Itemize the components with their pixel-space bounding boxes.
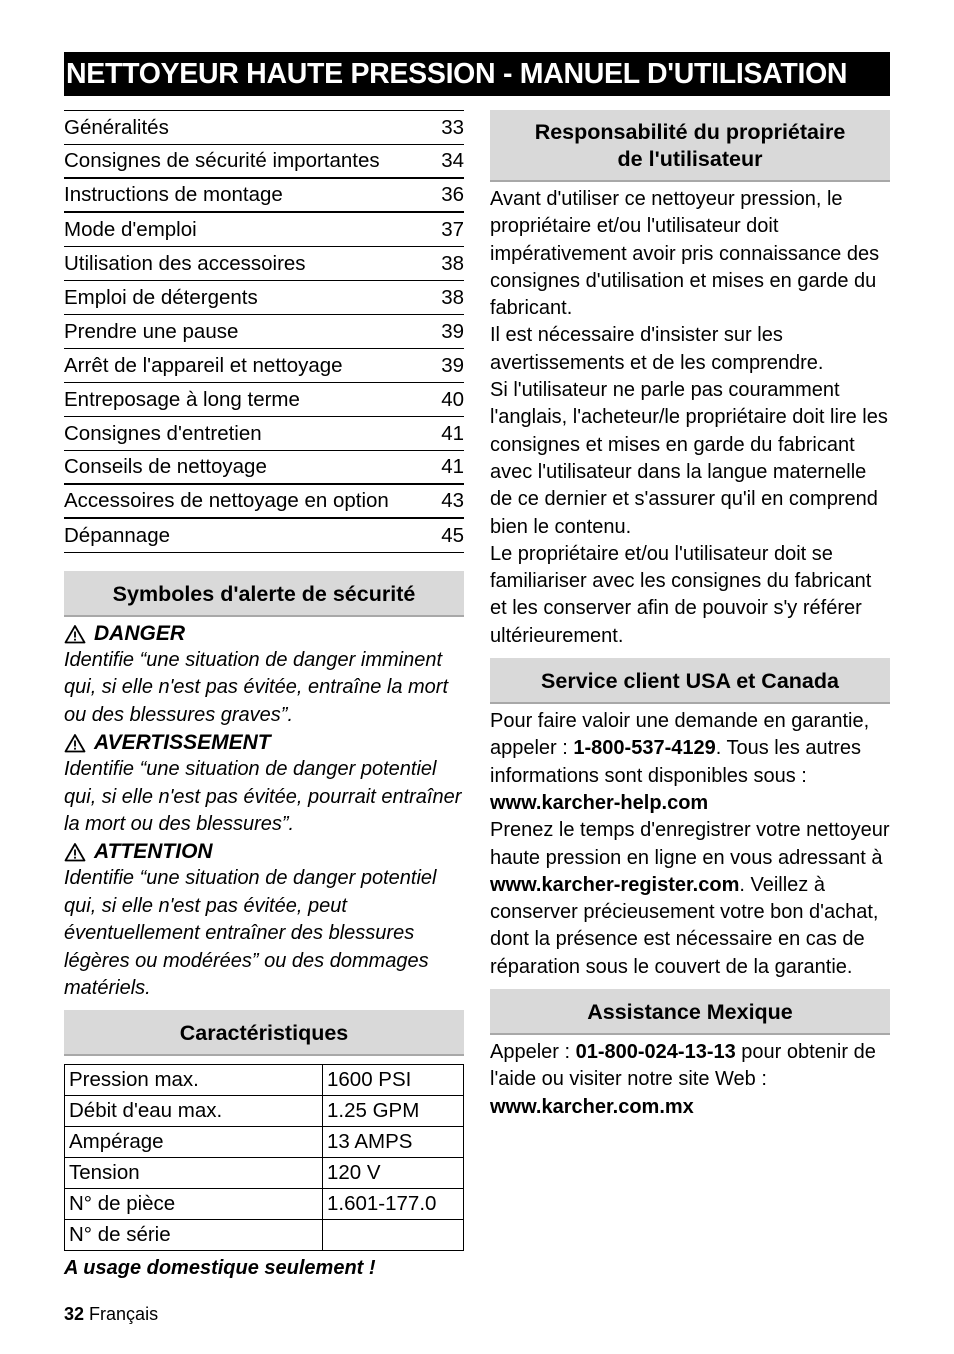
- attention-text: Identifie “une situation de danger potentiel qui, si elle n'est pas évitée, peut éventuellement entraîner des blessures légères ou modérées” ou des dommages matériels.: [64, 867, 437, 1000]
- toc-label: Accessoires de nettoyage en option: [64, 489, 389, 512]
- toc-row[interactable]: [64, 349, 464, 383]
- footer-language: Français: [89, 1304, 159, 1324]
- toc-page: 40: [441, 387, 464, 411]
- spec-value: [323, 1220, 464, 1251]
- owner-paragraph: Si l'utilisateur ne parle pas couramment l'anglais, l'acheteur/le propriétaire doit lire les consignes et mises en garde du fabricant avec l'utilisateur dans la langue maternelle de ce dernier et s'assurer qu'il en comprend bien le contenu.: [490, 379, 888, 538]
- table-row: [65, 1189, 464, 1220]
- toc-label: Utilisation des accessoires: [64, 251, 306, 275]
- mexico-text: Appeler : 01-800-024-13-13 pour obtenir de l'aide ou visiter notre site Web : www.karcher.com.mx: [490, 1041, 876, 1118]
- toc-page: 39: [441, 319, 464, 343]
- owner-paragraph: Le propriétaire et/ou l'utilisateur doit se familiariser avec les consignes du fabricant et les conserver afin de pouvoir s'y référer ultérieurement.: [490, 542, 872, 647]
- toc-page: 38: [441, 251, 464, 275]
- toc-label: Arrêt de l'appareil et nettoyage: [64, 353, 343, 377]
- owner-paragraph: Il est nécessaire d'insister sur les avertissements et de les comprendre.: [490, 324, 824, 374]
- spec-label: N° de pièce: [65, 1189, 323, 1220]
- table-row: [65, 1158, 464, 1189]
- attention-block: [64, 838, 464, 1002]
- toc-row[interactable]: [64, 179, 464, 213]
- specs-heading: Caractéristiques: [64, 1010, 464, 1056]
- spec-value: 1.601-177.0: [323, 1189, 464, 1220]
- warning-text: Identifie “une situation de danger potentiel qui, si elle n'est pas évitée, pourrait entraîner la mort ou des blessures”.: [64, 758, 462, 836]
- owner-heading: [490, 110, 890, 182]
- toc-row[interactable]: [64, 451, 464, 485]
- help-link[interactable]: www.karcher-help.com: [490, 791, 709, 814]
- spec-label: Pression max.: [65, 1065, 323, 1096]
- warning-triangle-icon: [64, 733, 86, 753]
- toc-label: Entreposage à long terme: [64, 387, 300, 411]
- page-footer: [64, 1304, 158, 1325]
- danger-title: DANGER: [94, 622, 186, 645]
- toc-page: 41: [441, 455, 464, 478]
- toc-row[interactable]: [64, 111, 464, 145]
- toc-page: 34: [441, 149, 464, 172]
- domestic-use-note: A usage domestique seulement !: [64, 1257, 376, 1280]
- page-number: 32: [64, 1304, 85, 1324]
- toc-label: Mode d'emploi: [64, 217, 197, 241]
- mexico-link[interactable]: www.karcher.com.mx: [490, 1095, 694, 1118]
- danger-text: Identifie “une situation de danger imminent qui, si elle n'est pas évitée, entraîne la mort ou des blessures graves”.: [64, 649, 449, 726]
- table-row: [65, 1096, 464, 1127]
- warning-title: AVERTISSEMENT: [94, 731, 271, 755]
- toc-label: Emploi de détergents: [64, 285, 258, 309]
- toc-label: Dépannage: [64, 523, 171, 547]
- owner-text: [490, 186, 890, 650]
- toc-page: 37: [441, 217, 464, 241]
- toc-label: Généralités: [64, 115, 169, 139]
- toc-page: 39: [441, 353, 464, 377]
- spec-label: Débit d'eau max.: [65, 1096, 323, 1127]
- toc-label: Instructions de montage: [64, 183, 283, 206]
- toc-row[interactable]: [64, 519, 464, 553]
- toc-label: Conseils de nettoyage: [64, 455, 267, 478]
- page-title: NETTOYEUR HAUTE PRESSION - MANUEL D'UTILISATION: [64, 52, 890, 96]
- toc-page: 43: [441, 489, 464, 512]
- right-column: [490, 110, 890, 1121]
- toc-label: Consignes d'entretien: [64, 421, 262, 445]
- warning-triangle-icon: [64, 624, 86, 644]
- toc-row[interactable]: [64, 417, 464, 451]
- register-link[interactable]: www.karcher-register.com: [490, 873, 740, 896]
- toc-page: 38: [441, 285, 464, 309]
- specs-table: [64, 1064, 464, 1251]
- owner-heading-line2: de l'utilisateur: [617, 147, 763, 171]
- toc-row[interactable]: [64, 281, 464, 315]
- toc-row[interactable]: [64, 145, 464, 179]
- spec-value: 120 V: [323, 1158, 464, 1189]
- toc-row[interactable]: [64, 247, 464, 281]
- toc-page: 45: [441, 523, 464, 547]
- spec-value: 1600 PSI: [323, 1065, 464, 1096]
- table-row: [65, 1065, 464, 1096]
- toc-label: Consignes de sécurité importantes: [64, 149, 380, 172]
- service-text: Pour faire valoir une demande en garantie, appeler : 1-800-537-4129. Tous les autres informations sont disponibles sous : www.karcher-help.com Prenez le temps d'enregistrer votre nettoyeur haute pression en ligne en vous adressant à www.karcher-register.com. Veillez à conserver précieusement votre bon d'achat, dont la présence est nécessaire en cas de réparation sous le couvert de la garantie.: [490, 710, 890, 978]
- left-column: [64, 110, 464, 1280]
- attention-title: ATTENTION: [94, 840, 213, 864]
- toc-label: Prendre une pause: [64, 319, 239, 343]
- toc-row[interactable]: [64, 213, 464, 247]
- table-row: [65, 1220, 464, 1251]
- table-of-contents: [64, 110, 464, 553]
- danger-block: [64, 620, 464, 729]
- warning-block: [64, 729, 464, 838]
- service-heading: Service client USA et Canada: [490, 658, 890, 704]
- mexico-phone: 01-800-024-13-13: [575, 1041, 736, 1064]
- spec-label: Tension: [65, 1158, 323, 1189]
- owner-heading-line1: Responsabilité du propriétaire: [534, 120, 846, 144]
- toc-page: 41: [441, 421, 464, 445]
- toc-row[interactable]: [64, 315, 464, 349]
- toc-page: 33: [441, 115, 464, 139]
- owner-paragraph: Avant d'utiliser ce nettoyeur pression, le propriétaire et/ou l'utilisateur doit impérativement avoir pris connaissance des consignes d'utilisation et mises en garde du fabricant.: [490, 188, 880, 320]
- toc-page: 36: [441, 183, 464, 206]
- toc-row[interactable]: [64, 383, 464, 417]
- spec-label: N° de série: [65, 1220, 323, 1251]
- spec-value: 1.25 GPM: [323, 1096, 464, 1127]
- toc-row[interactable]: [64, 485, 464, 519]
- mexico-heading: Assistance Mexique: [490, 989, 890, 1035]
- warning-triangle-icon: [64, 842, 86, 862]
- spec-label: Ampérage: [65, 1127, 323, 1158]
- safety-heading: Symboles d'alerte de sécurité: [64, 571, 464, 617]
- spec-value: 13 AMPS: [323, 1127, 464, 1158]
- service-phone: 1-800-537-4129: [573, 737, 716, 760]
- table-row: [65, 1127, 464, 1158]
